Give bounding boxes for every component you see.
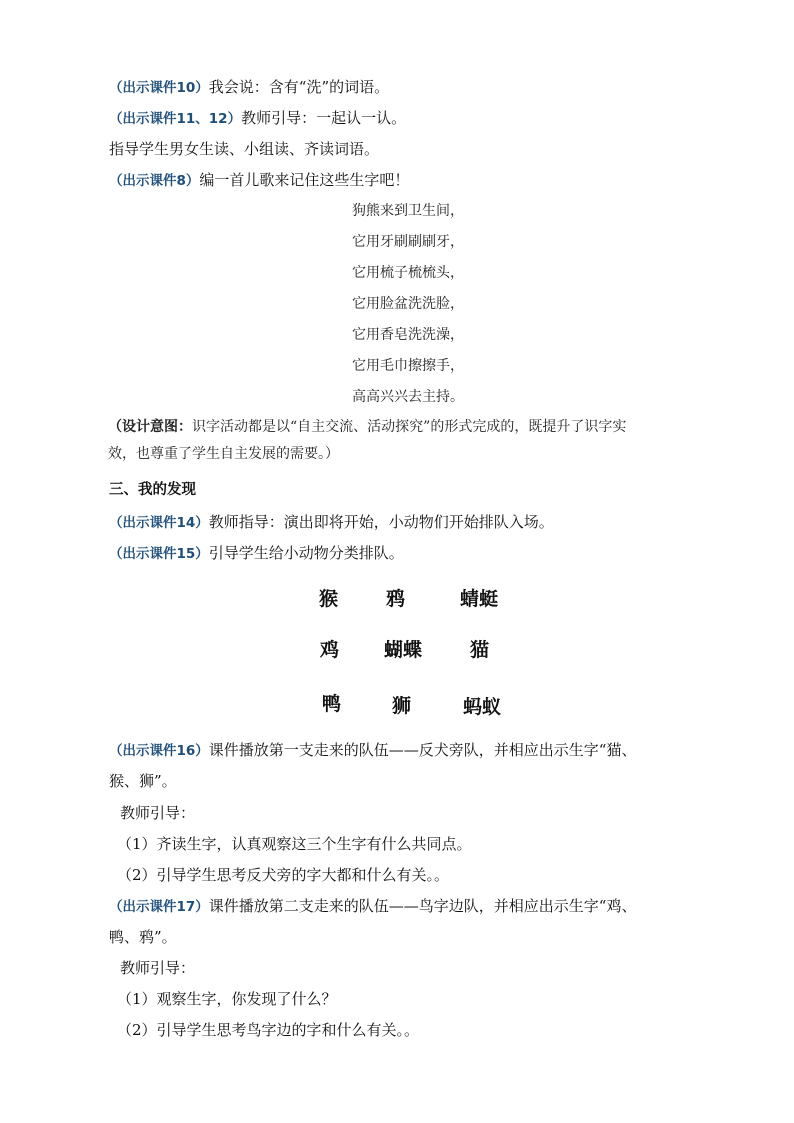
courseware-tag: （出示课件15） <box>109 546 209 562</box>
question-item: （2）引导学生思考鸟字边的字和什么有关。。 <box>117 1021 420 1039</box>
design-intent-text: 识字活动都是以“自主交流、活动探究”的形式完成的，既提升了识字实 <box>192 419 627 435</box>
poem-line: 它用梳子梳梳头， <box>352 265 464 281</box>
animal-char: 蝴蝶 <box>384 639 423 661</box>
animal-char: 鸡 <box>320 639 340 661</box>
paragraph-text: 课件播放第二支走来的队伍——鸟字边队，并相应出示生字“鸡、 <box>208 897 637 915</box>
poem-line: 它用牙刷刷刷牙， <box>352 234 464 250</box>
poem-line: 它用脸盆洗洗脸， <box>352 296 464 312</box>
courseware-tag: （出示课件8） <box>109 173 200 189</box>
design-intent-text-cont: 效，也尊重了学生自主发展的需要。） <box>108 446 339 462</box>
animal-char: 猫 <box>470 639 490 661</box>
section-heading: 三、我的发现 <box>109 482 196 498</box>
courseware-tag: （出示课件17） <box>109 899 209 915</box>
paragraph-text-cont: 鸭、鸦”。 <box>109 928 177 946</box>
paragraph-guide-reading <box>109 139 379 159</box>
animal-char: 猴 <box>319 588 339 610</box>
paragraph-text-cont: 猴、狮”。 <box>109 772 177 790</box>
courseware-tag: （出示课件11、12） <box>109 111 242 127</box>
paragraph-courseware-10 <box>109 77 389 98</box>
paragraph-courseware-14 <box>109 512 554 533</box>
poem-line: 狗熊来到卫生间， <box>352 203 464 219</box>
paragraph-text: 编一首儿歌来记住这些生字吧！ <box>199 171 410 189</box>
animal-char: 鸦 <box>386 588 406 610</box>
question-item: （1）观察生字，你发现了什么？ <box>117 990 337 1008</box>
teacher-guide-label: 教师引导： <box>120 804 196 822</box>
animal-char: 蚂蚁 <box>463 696 502 718</box>
paragraph-text: 我会说：含有“洗”的词语。 <box>208 78 390 96</box>
paragraph-text: 指导学生男女生读、小组读、齐读词语。 <box>109 140 380 158</box>
design-intent-note <box>108 414 708 468</box>
poem-line: 高高兴兴去主持。 <box>352 389 464 405</box>
paragraph-text: 教师引导：一起认一认。 <box>241 109 407 127</box>
paragraph-courseware-16 <box>109 740 636 761</box>
animal-char: 狮 <box>392 695 412 717</box>
teacher-guide-label: 教师引导： <box>120 959 196 977</box>
paragraph-text: 引导学生给小动物分类排队。 <box>208 544 404 562</box>
question-item: （1）齐读生字，认真观察这三个生字有什么共同点。 <box>117 835 472 853</box>
paragraph-text: 课件播放第一支走来的队伍——反犬旁队，并相应出示生字“猫、 <box>208 741 637 759</box>
paragraph-courseware-8 <box>109 170 409 191</box>
design-intent-label: （设计意图： <box>108 419 192 435</box>
poem-line: 它用香皂洗洗澡， <box>352 327 464 343</box>
animal-char: 蜻蜓 <box>460 588 499 610</box>
paragraph-courseware-11-12 <box>109 108 406 129</box>
paragraph-courseware-15 <box>109 543 404 564</box>
question-item: （2）引导学生思考反犬旁的字大都和什么有关。。 <box>117 866 450 884</box>
courseware-tag: （出示课件16） <box>109 743 209 759</box>
paragraph-courseware-17 <box>109 896 636 917</box>
courseware-tag: （出示课件14） <box>109 515 209 531</box>
animal-char: 鸭 <box>322 693 342 715</box>
courseware-tag: （出示课件10） <box>109 80 209 96</box>
poem-line: 它用毛巾擦擦手， <box>352 358 464 374</box>
paragraph-text: 教师指导：演出即将开始，小动物们开始排队入场。 <box>208 513 554 531</box>
